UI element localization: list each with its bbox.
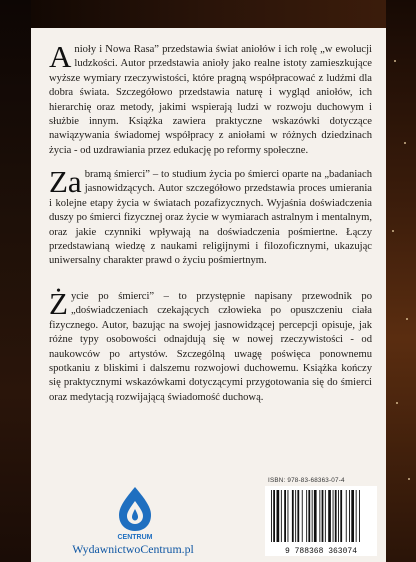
isbn-label: ISBN: 978-83-68363-07-4 — [268, 477, 345, 484]
barcode-bar — [288, 490, 289, 542]
barcode-bar — [273, 490, 275, 542]
barcode-bar — [325, 490, 326, 542]
paragraph-text: nioły i Nowa Rasa” przedstawia świat aniołów i ich rolę „w ewolucji ludzkości. Autor przedstawia anioły jako realne istoty zamieszkujące wyższe wymiary rzeczywistości, które pragną współpracować z ludźmi dla dobra świata. Szczegółowo przedstawia naturę i wygląd aniołów, ich hierarchię oraz metody, jakimi wspierają ludzi w rozwoju duchowym i służbie innym. Książka zawiera praktyczne wskazówki dotyczące nawiązywania świadomej współpracy z aniołami w różnych dziedzinach życia - od uzdrawiania przez edukację po reformy społeczne. — [49, 44, 372, 156]
barcode-bar — [277, 490, 280, 542]
barcode-bar — [359, 490, 360, 542]
drop-cap: A — [49, 39, 72, 74]
barcode-bar — [297, 490, 299, 542]
paragraph-text: bramą śmierci” – to studium życia po śmierci oparte na „badaniach jasnowidzących. Autor szczegółowo przedstawia proces umierania i kolejne etapy życia w światach pozafizycznych. Wyjaśnia doświadczenia duszy po śmierci fizycznej oraz życie w wymiarach astralnym i mentalnym, oraz jakie czynniki wpływają na doświadczenia pośmiertne. Łączy przedstawianą wiedzę z naukami religijnymi i filozoficznymi, ukazując uniwersalny charakter prawd o życiu pośmiertnym. — [49, 169, 372, 267]
barcode-bar — [292, 490, 294, 542]
description-paragraph-2 — [49, 164, 372, 269]
paragraph-text: ycie po śmierci” – to przystępnie napisany przewodnik po „doświadczeniach czekających człowieka po opuszczeniu ciała fizycznego. Autor, bazując na swojej jasnowidzącej percepcji opisuje, jak różne typy osobowości odnajdują się w nowej rzeczywistości - od naukowców po artystów. Szczególną uwagę poświęca ponownemu spotkaniu z bliskimi i dalszemu rozwojowi duchowemu. Książka kończy się praktycznymi wskazówkami dotyczącymi przygotowania się do śmierci oraz medytacją rozwijającą świadomość duchową. — [49, 291, 372, 403]
star-decoration — [404, 142, 406, 144]
cover-edge-right — [386, 0, 416, 562]
barcode-bar — [312, 490, 313, 542]
star-decoration — [396, 402, 398, 404]
barcode-bar — [302, 490, 303, 542]
barcode-bar — [319, 490, 320, 542]
cover-edge-top — [31, 0, 386, 28]
barcode-bar — [356, 490, 357, 542]
barcode-digits: 9 788368 363074 — [284, 547, 358, 556]
barcode-bar — [338, 490, 339, 542]
isbn-barcode — [265, 486, 377, 556]
barcode-bar — [281, 490, 282, 542]
barcode-bar — [340, 490, 342, 542]
drop-cap: Ż — [49, 286, 68, 321]
drop-cap: Za — [49, 164, 82, 199]
barcode-bar — [351, 490, 354, 542]
star-decoration — [392, 230, 394, 232]
barcode-bar — [333, 490, 334, 542]
barcode-bar — [322, 490, 324, 542]
barcode-bar — [346, 490, 347, 542]
flame-drop-logo-icon — [103, 483, 167, 541]
back-cover-panel — [31, 28, 386, 562]
cover-edge-left — [0, 0, 31, 562]
barcode-bar — [328, 490, 331, 542]
barcode-bar — [349, 490, 350, 542]
barcode-bar — [308, 490, 310, 542]
barcode-bar — [295, 490, 296, 542]
publisher-url[interactable]: WydawnictwoCentrum.pl — [72, 542, 194, 556]
description-paragraph-3 — [49, 286, 372, 405]
barcode-bar — [306, 490, 307, 542]
barcode-bar — [284, 490, 286, 542]
logo-text: CENTRUM — [117, 534, 153, 541]
barcode-bar — [335, 490, 337, 542]
description-paragraph-1 — [49, 39, 372, 158]
star-decoration — [408, 478, 410, 480]
barcode-bar — [271, 490, 272, 542]
star-decoration — [394, 60, 396, 62]
barcode-bar — [314, 490, 317, 542]
star-decoration — [406, 318, 408, 320]
